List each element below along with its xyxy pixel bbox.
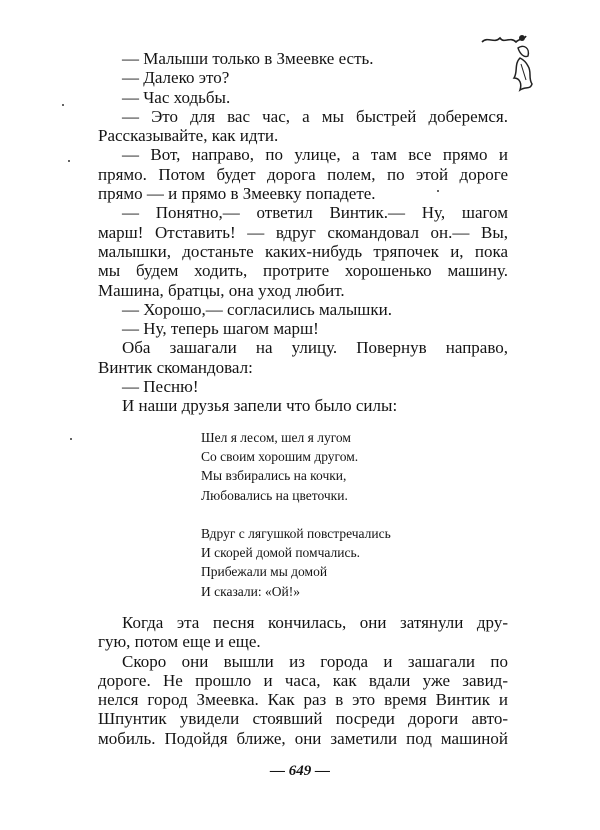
verse-line: Шел я лесом, шел я лугом — [201, 430, 351, 445]
text-line: Шпунтик увидели стоявший посреди дороги авто- — [98, 709, 508, 729]
text-line: — Это для вас час, а мы быстрей доберемся. — [122, 106, 508, 126]
verse-line: Любовались на цветочки. — [201, 487, 348, 503]
scan-speck — [70, 438, 72, 440]
text-line: мы будем ходить, протрите хорошенько машину. — [98, 261, 508, 281]
verse-line: И скорей домой помчались. — [201, 545, 360, 561]
verse-line: Мы взбирались на кочки, — [201, 468, 347, 484]
text-line: прямо — и прямо в Змеевку попадете. — [98, 184, 376, 204]
text-line: — Малыши только в Змеевке есть. — [122, 49, 374, 68]
scan-speck — [62, 104, 64, 106]
text-line: — Далеко это? — [122, 68, 230, 88]
text-line: Винтик скомандовал: — [98, 357, 253, 377]
text-line: Рассказывайте, как идти. — [98, 126, 279, 146]
verse-line: Прибежали мы домой — [201, 564, 328, 580]
prose-block-top — [98, 49, 508, 416]
text-line: Машина, братцы, она уход любит. — [98, 280, 345, 300]
text-line: мобиль. Подойдя ближе, они заметили под машиной — [98, 728, 508, 748]
text-line: Скоро они вышли из города и зашагали по — [122, 651, 508, 671]
text-line: дороге. Не прошло и часа, как вдали уже завид- — [98, 670, 508, 690]
text-line: Когда эта песня кончилась, они затянули дру- — [122, 613, 508, 632]
text-line: — Ну, теперь шагом марш! — [122, 319, 319, 339]
text-line: — Песню! — [122, 377, 199, 397]
text-line: прямо. Потом будет дорога полем, по этой дороге — [98, 164, 508, 184]
verse-line: И сказали: «Ой!» — [201, 583, 300, 599]
verse-line: Со своим хорошим другом. — [201, 449, 359, 465]
text-line: — Час ходьбы. — [122, 87, 231, 107]
prose-block-bottom — [98, 613, 508, 748]
text-line: гую, потом еще и еще. — [98, 632, 261, 652]
text-line: — Хорошо,— согласились малышки. — [122, 299, 392, 319]
text-line: Оба зашагали на улицу. Повернув направо, — [122, 338, 508, 358]
text-line: — Понятно,— ответил Винтик.— Ну, шагом — [122, 203, 508, 223]
text-line: малышки, достаньте каких-нибудь тряпочек и, пока — [98, 241, 508, 261]
song-verse — [201, 428, 391, 601]
verse-line: Вдруг с лягушкой повстречались — [201, 526, 391, 541]
scan-speck — [68, 160, 70, 162]
text-line: нелся город Змеевка. Как раз в это время Винтик и — [98, 690, 508, 710]
stanza-break — [201, 505, 391, 524]
text-line: — Вот, направо, по улице, а там все прямо и — [122, 145, 508, 165]
text-line: И наши друзья запели что было силы: — [122, 396, 398, 416]
text-line: марш! Отставить! — вдруг скомандовал он.— Вы, — [98, 222, 508, 242]
page-number: — 649 — — [270, 763, 330, 779]
